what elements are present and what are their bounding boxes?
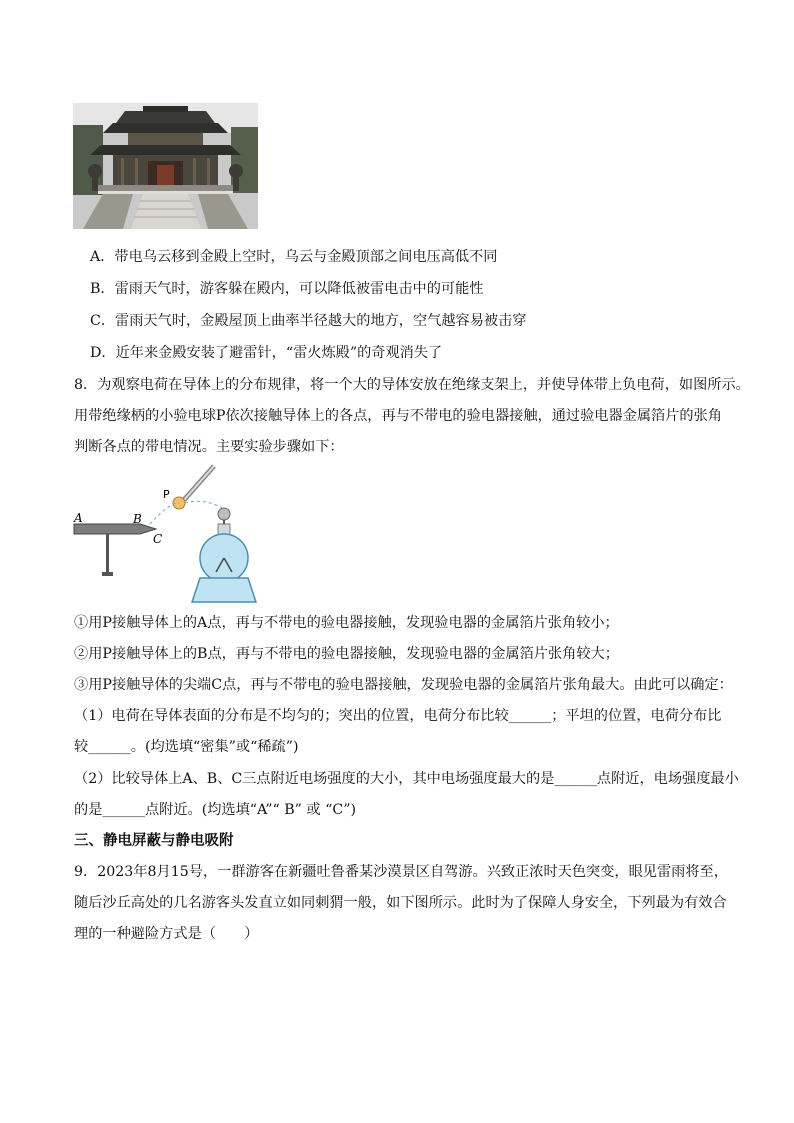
q8-step-2: ②用P接触导体上的B点，再与不带电的验电器接触，发现验电器的金属箔片张角较大； bbox=[74, 646, 619, 662]
q8-sub2-line-1: （2）比较导体上A、B、C三点附近电场强度的大小，其中电场强度最大的是______点附近，电场强度最小 bbox=[74, 771, 739, 787]
q7-option-a: A．带电乌云移到金殿上空时，乌云与金殿顶部之间电压高低不同 bbox=[90, 249, 498, 265]
label-p: P bbox=[163, 488, 170, 501]
golden-hall-photo bbox=[73, 103, 258, 229]
q7-option-c: C．雷雨天气时，金殿屋顶上曲率半径越大的地方，空气越容易被击穿 bbox=[90, 313, 527, 329]
q8-stem-line-2: 用带绝缘柄的小验电球P依次接触导体上的各点，再与不带电的验电器接触，通过验电器金属箔片的张角 bbox=[74, 408, 722, 424]
conductor-bar bbox=[74, 524, 156, 534]
q8-step-1: ①用P接触导体上的A点，再与不带电的验电器接触，发现验电器的金属箔片张角较小； bbox=[74, 615, 619, 631]
charge-distribution-diagram bbox=[70, 462, 270, 612]
q7-option-b: B．雷雨天气时，游客躲在殿内，可以降低被雷电击中的可能性 bbox=[90, 281, 484, 297]
golden-hall-illustration bbox=[73, 103, 258, 229]
electroscope-knob bbox=[218, 508, 230, 520]
q8-sub1-line-1: （1）电荷在导体表面的分布是不均匀的；突出的位置，电荷分布比较______；平坦的位置，电荷分布比 bbox=[74, 708, 722, 724]
q9-stem-line-1: 9．2023年8月15号，一群游客在新疆吐鲁番某沙漠景区自驾游。兴致正浓时天色突变，眼见雷雨将至， bbox=[74, 864, 728, 880]
q8-stem-line-1: 8．为观察电荷在导体上的分布规律，将一个大的导体安放在绝缘支架上，并使导体带上负电荷，如图所示。 bbox=[74, 377, 750, 393]
q7-option-d: D．近年来金殿安装了避雷针，“雷火炼殿”的奇观消失了 bbox=[90, 345, 443, 361]
section-3-heading: 三、静电屏蔽与静电吸附 bbox=[74, 833, 234, 849]
insulating-stand bbox=[106, 534, 109, 574]
q8-stem-line-3: 判断各点的带电情况。主要实验步骤如下： bbox=[74, 439, 344, 455]
q8-sub1-line-2: 较______。(均选填“密集”或“稀疏”) bbox=[74, 739, 299, 755]
q9-stem-line-2: 随后沙丘高处的几名游客头发直立如同刺猬一般，如下图所示。此时为了保障人身安全，下列最为有效合 bbox=[74, 895, 727, 911]
q8-sub2-line-2: 的是______点附近。(均选填“A”“ B” 或 “C”) bbox=[74, 802, 356, 818]
label-a: A bbox=[74, 511, 83, 525]
q9-stem-line-3: 理的一种避险方式是（ ） bbox=[74, 926, 259, 942]
q8-step-3: ③用P接触导体的尖端C点，再与不带电的验电器接触，发现验电器的金属箔片张角最大。由此可以确定： bbox=[74, 677, 733, 693]
label-b: B bbox=[133, 512, 142, 526]
label-c: C bbox=[153, 532, 163, 546]
conductor-electroscope-figure bbox=[70, 462, 270, 612]
